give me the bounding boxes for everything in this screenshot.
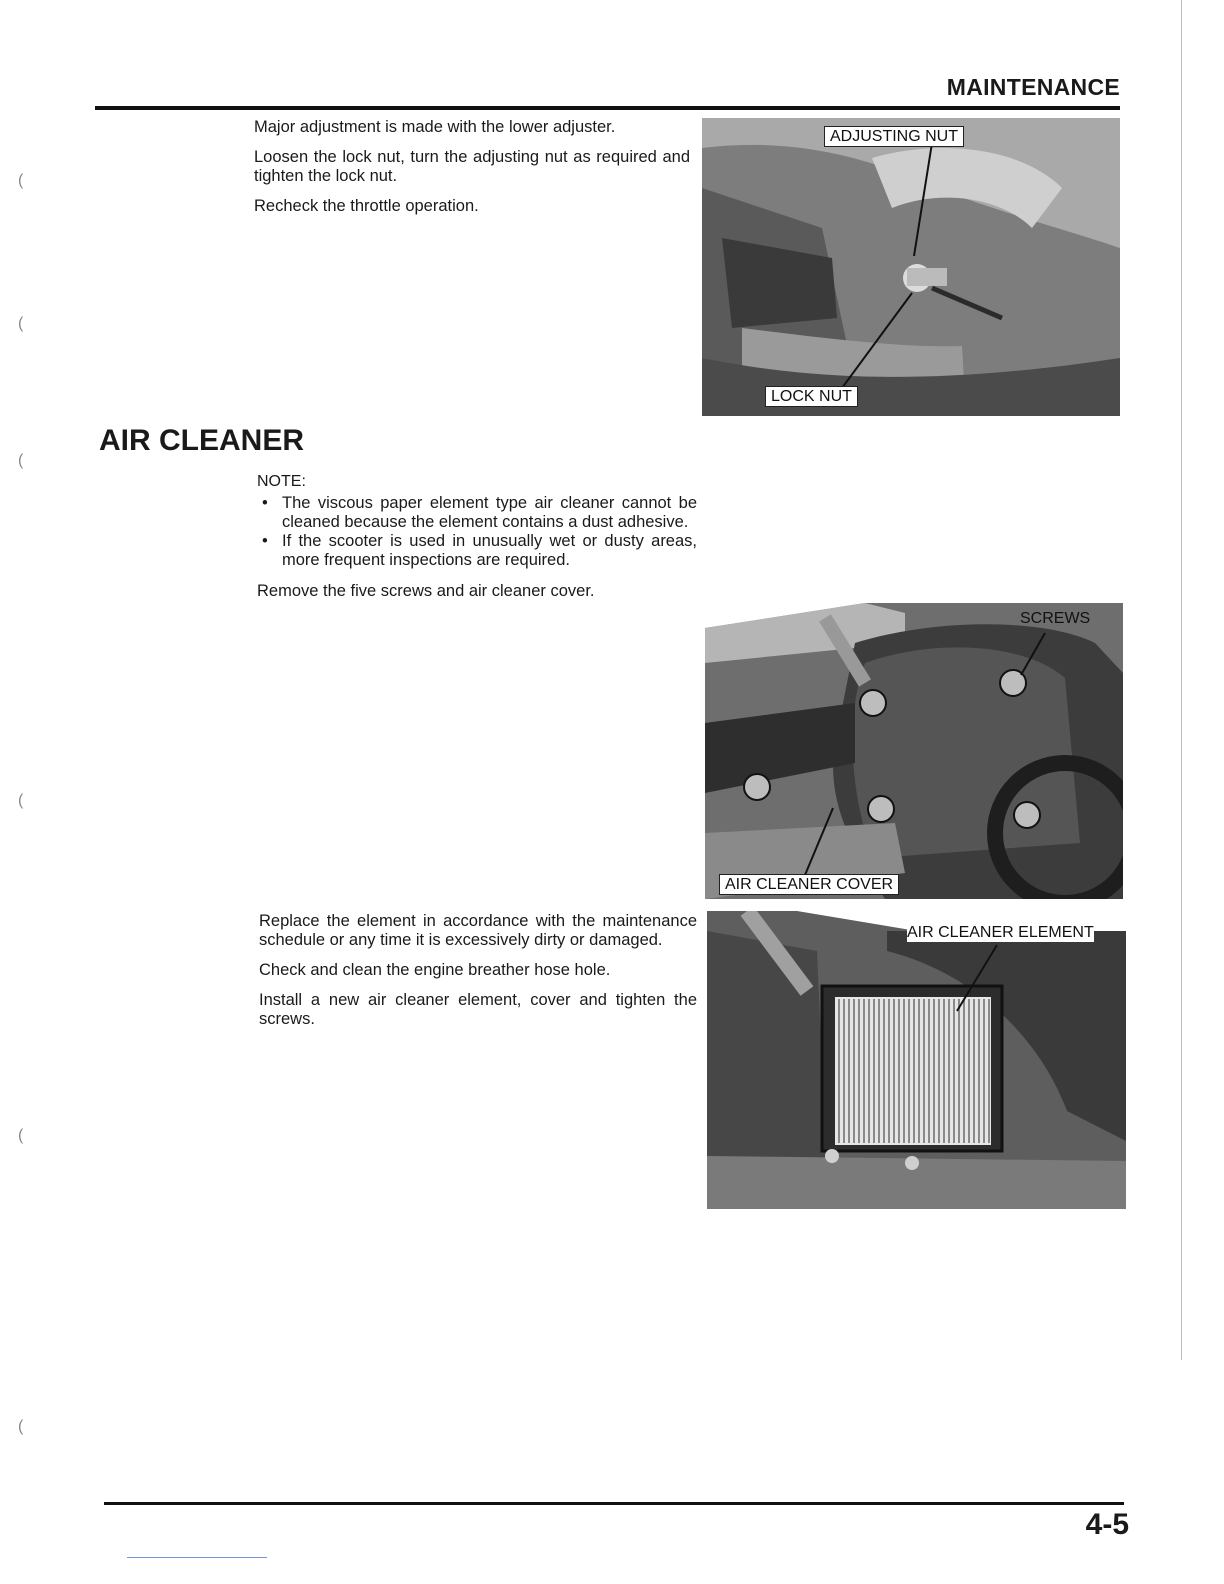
margin-mark: ( — [18, 452, 24, 469]
paragraph: Recheck the throttle operation. — [254, 197, 479, 215]
page-edge-line — [1181, 0, 1182, 1360]
air-cleaner-element-photo — [707, 911, 1126, 1209]
notes-list — [257, 494, 697, 570]
margin-mark: ( — [18, 1127, 24, 1144]
paragraph: Major adjustment is made with the lower adjuster. — [254, 118, 616, 136]
paragraph: Loosen the lock nut, turn the adjusting nut as required and tighten the lock nut. — [254, 148, 690, 185]
margin-mark: ( — [18, 792, 24, 809]
air-cleaner-notes — [257, 473, 697, 612]
section-header: MAINTENANCE — [946, 74, 1120, 100]
photo-illustration — [702, 118, 1120, 416]
adjusting-nut-label: ADJUSTING NUT — [824, 126, 964, 147]
note-label: NOTE: — [257, 473, 306, 490]
list-item: • If the scooter is used in unusually wet or dusty areas, more frequent inspections are required. — [257, 532, 697, 570]
photo-illustration — [707, 911, 1126, 1209]
paragraph: Replace the element in accordance with the maintenance schedule or any time it is excessively dirty or damaged. — [259, 912, 697, 949]
paragraph: Install a new air cleaner element, cover and tighten the screws. — [259, 991, 697, 1028]
margin-mark: ( — [18, 315, 24, 332]
screws-label: SCREWS — [1020, 610, 1091, 627]
header-rule — [95, 106, 1120, 110]
air-cleaner-cover-photo — [705, 603, 1123, 899]
margin-mark: ( — [18, 172, 24, 189]
section-title: AIR CLEANER — [99, 424, 305, 457]
air-cleaner-replacement-text — [259, 912, 697, 1040]
lock-nut-label: LOCK NUT — [765, 386, 858, 407]
list-item: • The viscous paper element type air cleaner cannot be cleaned because the element contains a dust adhesive. — [257, 494, 697, 532]
scan-edge-line — [127, 1557, 267, 1558]
photo-illustration — [705, 603, 1123, 899]
page-number: 4-5 — [1085, 1508, 1129, 1541]
air-cleaner-cover-label: AIR CLEANER COVER — [719, 874, 899, 895]
footer-rule — [104, 1502, 1124, 1505]
margin-mark: ( — [18, 1418, 24, 1435]
throttle-adjustment-text — [254, 118, 690, 227]
air-cleaner-element-label: AIR CLEANER ELEMENT — [907, 924, 1094, 941]
remove-cover-text: Remove the five screws and air cleaner cover. — [257, 582, 595, 600]
paragraph: Check and clean the engine breather hose hole. — [259, 961, 611, 979]
throttle-adjuster-photo — [702, 118, 1120, 416]
